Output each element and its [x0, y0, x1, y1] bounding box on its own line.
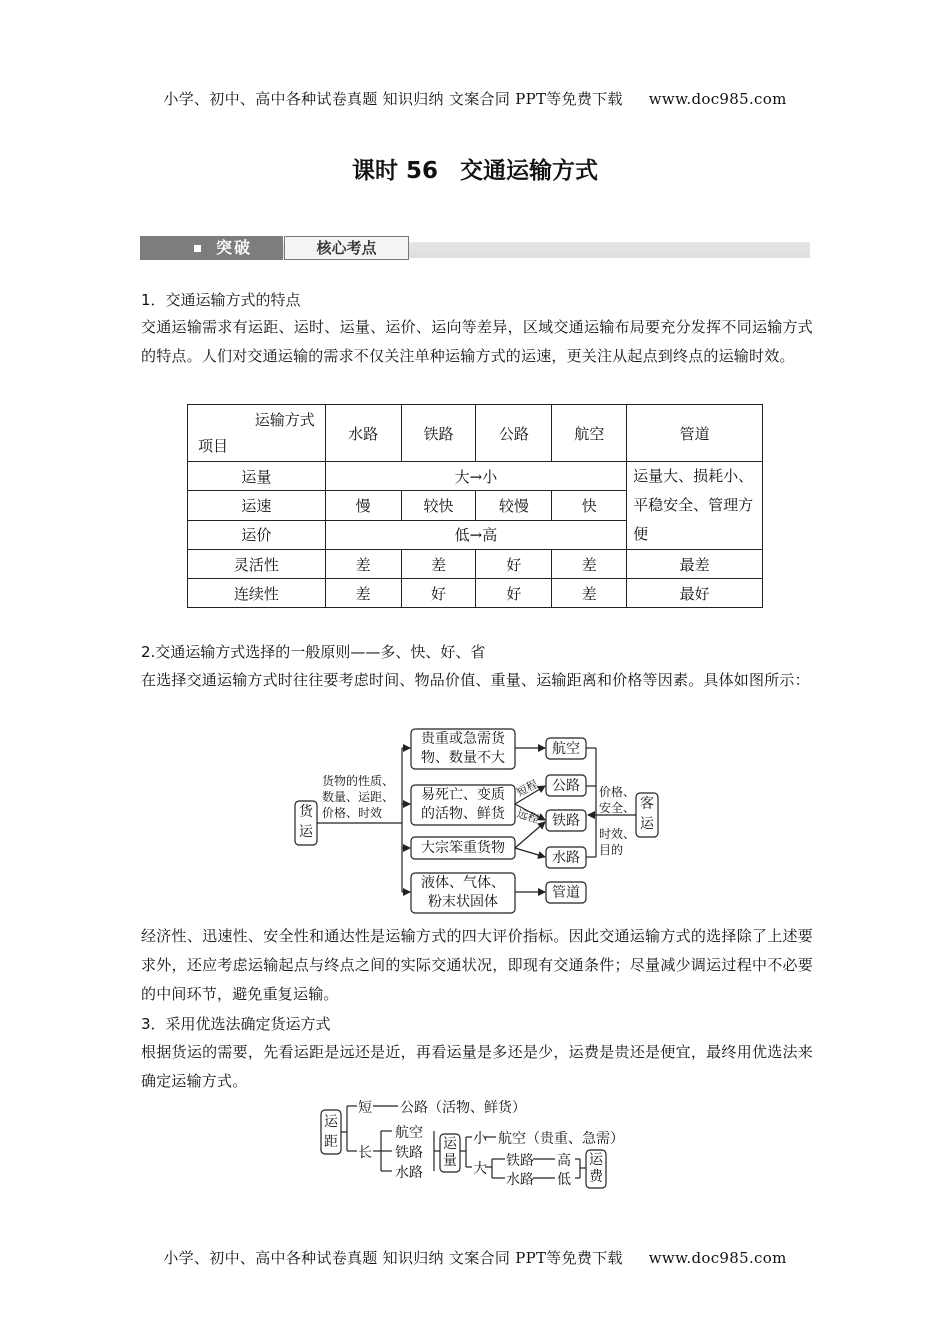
- short-result: 公路（活物、鲜货）: [400, 1100, 526, 1116]
- table-cell: 好: [476, 550, 552, 579]
- section-1-paragraph: 交通运输需求有运距、运时、运量、运价、运向等差异，区域交通运输布局要充分发挥不同运输方式的特点。人们对交通运输的需求不仅关注单种运输方式的运速，更关注从起点到终点的运输时效。: [141, 318, 813, 365]
- table-cell: 慢: [325, 491, 401, 520]
- volume-label: 运量: [443, 1136, 457, 1169]
- pipeline-note-cell: 运量大、损耗小、平稳安全、管理方便: [627, 462, 763, 550]
- cargo-text-line: 液体、气体、: [421, 875, 505, 891]
- evaluation-paragraph: 经济性、迅速性、安全性和通达性是运输方式的四大评价指标。因此交通运输方式的选择除了上述要求外，还应考虑运输起点与终点之间的实际交通状况，即现有交通条件；尽量减少调运过程中不必要的中间环节，避免重复运输。: [141, 927, 813, 1003]
- table-cell: 较慢: [476, 491, 552, 520]
- section-2-paragraph: 在选择交通运输方式时往往要考虑时间、物品价值、重量、运输距离和价格等因素。具体如图所示：: [141, 671, 810, 689]
- distance-label: 运距: [324, 1114, 338, 1150]
- row-label: 连续性: [188, 579, 326, 608]
- short-label: 短: [358, 1100, 372, 1116]
- column-header: 航空: [552, 405, 627, 462]
- cargo-text-line: 易死亡、变质: [421, 787, 505, 803]
- table-cell: 较快: [401, 491, 476, 520]
- banner-left-label: 突破: [216, 238, 253, 257]
- lesson-number: 课时 56: [351, 158, 438, 184]
- freight-factor-line: 价格、时效: [322, 806, 383, 820]
- water-label: 水路: [506, 1172, 534, 1188]
- freight-label: 货运: [299, 804, 313, 840]
- long-distance-label: 远程: [515, 806, 541, 827]
- long-mode-air: 航空: [395, 1125, 423, 1141]
- long-mode-water: 水路: [395, 1165, 423, 1181]
- small-label: 小: [473, 1131, 487, 1147]
- low-label: 低: [557, 1172, 571, 1188]
- passenger-factor-line: 价格、: [599, 785, 636, 799]
- row-label: 运速: [188, 491, 326, 520]
- header-text: 小学、初中、高中各种试卷真题 知识归纳 文案合同 PPT等免费下载: [163, 90, 623, 108]
- row-label: 灵活性: [188, 550, 326, 579]
- section-3-heading: 3．采用优选法确定货运方式: [141, 1015, 331, 1033]
- rail-label: 铁路: [506, 1153, 534, 1169]
- footer-url[interactable]: www.doc985.com: [648, 1249, 787, 1267]
- table-cell: 快: [552, 491, 627, 520]
- table-cell: 好: [476, 579, 552, 608]
- table-cell: 差: [552, 550, 627, 579]
- row-label: 运价: [188, 520, 326, 549]
- cargo-text-line: 物、数量不大: [421, 750, 505, 766]
- mode-rail: 铁路: [552, 813, 580, 829]
- row-label: 运量: [188, 462, 326, 491]
- corner-top-label: 运输方式: [254, 411, 315, 429]
- column-header: 公路: [476, 405, 552, 462]
- passenger-label: 客运: [640, 796, 654, 832]
- table-cell: 最好: [627, 579, 763, 608]
- cargo-text-line: 粉末状固体: [428, 894, 498, 910]
- mode-pipe: 管道: [552, 885, 580, 901]
- passenger-factor-line: 目的: [599, 843, 624, 857]
- cost-span-cell: 低→高: [325, 520, 626, 549]
- cargo-text-line: 的活物、鲜货: [421, 806, 505, 822]
- mode-water: 水路: [552, 850, 580, 866]
- freight-factor-line: 货物的性质、: [322, 774, 395, 788]
- cargo-bulky-text: 大宗笨重货物: [421, 840, 505, 856]
- banner-right-label: 核心考点: [284, 236, 409, 260]
- lesson-topic: 交通运输方式: [460, 158, 598, 184]
- freight-cost-label: 运费: [589, 1152, 603, 1185]
- section-2-heading: 2.交通运输方式选择的一般原则——多、快、好、省: [141, 643, 486, 661]
- table-cell: 差: [552, 579, 627, 608]
- table-cell: 好: [401, 579, 476, 608]
- short-distance-label: 短程: [514, 777, 540, 800]
- long-mode-rail: 铁路: [395, 1145, 423, 1161]
- table-cell: 最差: [627, 550, 763, 579]
- freight-factor-line: 数量、运距、: [322, 790, 395, 804]
- table-cell: 差: [325, 579, 401, 608]
- passenger-factor-line: 时效、: [599, 827, 636, 841]
- mode-road: 公路: [552, 778, 580, 794]
- volume-span-cell: 大→小: [325, 462, 626, 491]
- big-label: 大: [473, 1161, 487, 1177]
- passenger-factor-line: 安全、: [599, 801, 636, 815]
- section-3-paragraph: 根据货运的需要，先看运距是远还是近，再看运量是多还是少，运费是贵还是便宜，最终用优选法来确定运输方式。: [141, 1043, 813, 1090]
- long-label: 长: [358, 1145, 372, 1161]
- mode-air: 航空: [552, 741, 580, 757]
- high-label: 高: [557, 1153, 571, 1169]
- footer-text: 小学、初中、高中各种试卷真题 知识归纳 文案合同 PPT等免费下载: [163, 1249, 623, 1267]
- corner-bottom-label: 项目: [198, 437, 229, 455]
- page-footer: [0, 1247, 950, 1268]
- column-header: 铁路: [401, 405, 476, 462]
- header-url[interactable]: www.doc985.com: [648, 90, 787, 108]
- column-header: 水路: [325, 405, 401, 462]
- table-cell: 差: [401, 550, 476, 579]
- section-1-heading: 1．交通运输方式的特点: [141, 291, 301, 309]
- small-result: 航空（贵重、急需）: [498, 1131, 624, 1147]
- column-header: 管道: [627, 405, 763, 462]
- cargo-text-line: 贵重或急需货: [421, 731, 505, 747]
- table-cell: 差: [325, 550, 401, 579]
